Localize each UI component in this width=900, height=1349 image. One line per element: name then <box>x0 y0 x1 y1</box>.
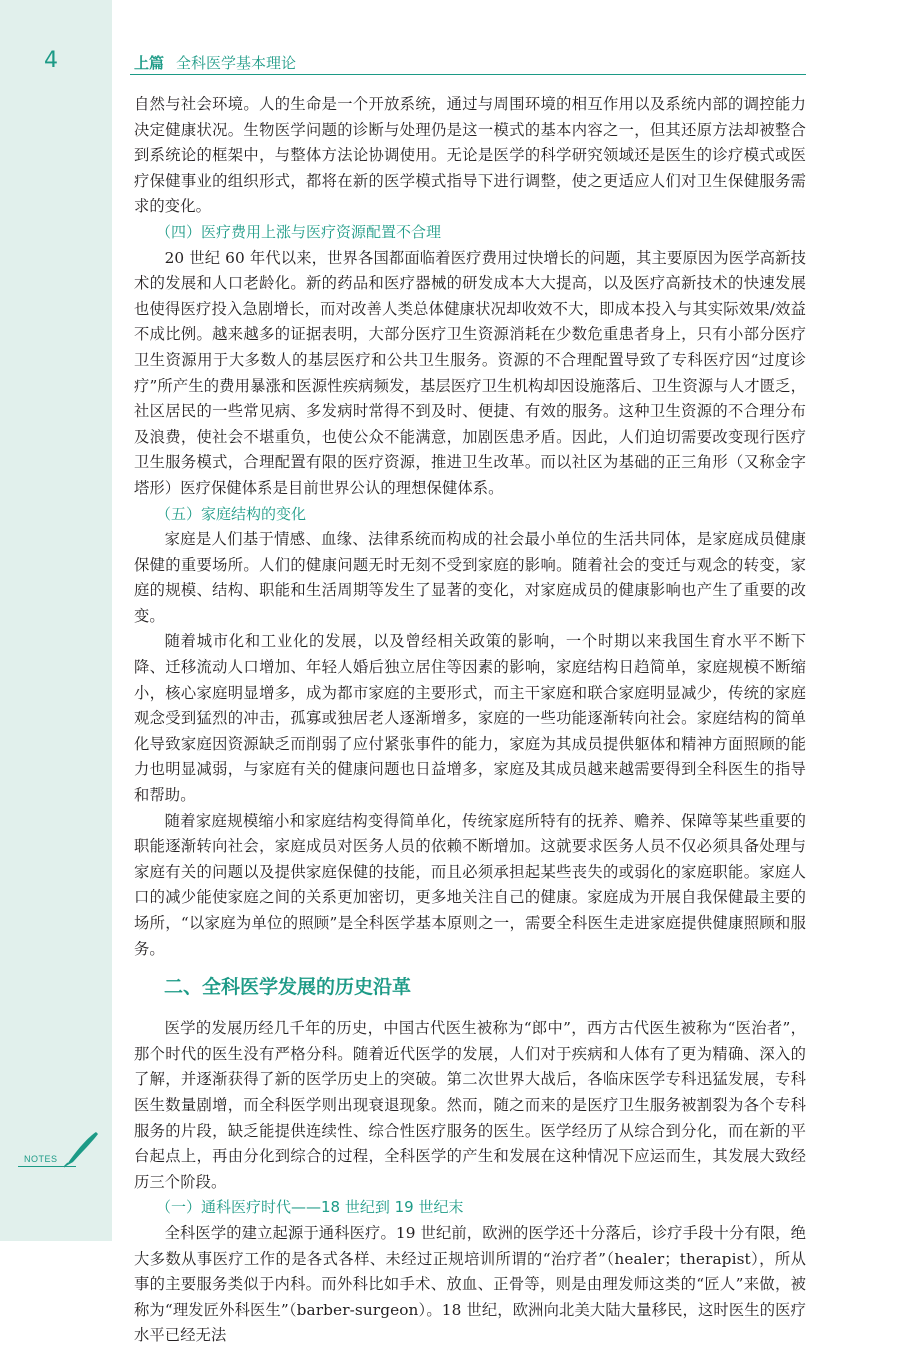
section-heading-history: 二、全科医学发展的历史沿革 <box>164 976 412 999</box>
subheading-general-practice-era: （一）通科医疗时代——18 世纪到 19 世纪末 <box>156 1198 464 1217</box>
page-number: 4 <box>44 48 58 73</box>
part-label: 上篇 <box>134 54 165 72</box>
paragraph-medical-costs: 20 世纪 60 年代以来，世界各国都面临着医疗费用过快增长的问题，其主要原因为医学高新技术的发展和人口老龄化。新的药品和医疗器械的研发成本大大提高，以及医疗高新技术的快速发展也使得医疗投入急剧增长，而对改善人类总体健康状况却收效不大，即成本投入与其实际效果/效益不成比例。越来越多的证据表明，大部分医疗卫生资源消耗在少数危重患者身上，只有小部分医疗卫生资源用于大多数人的基层医疗和公共卫生服务。资源的不合理配置导致了专科医疗因“过度诊疗”所产生的费用暴涨和医源性疾病频发，基层医疗卫生机构却因设施落后、卫生资源与人才匮乏，社区居民的一些常见病、多发病时常得不到及时、便捷、有效的服务。这种卫生资源的不合理分布及浪费，使社会不堪重负，也使公众不能满意，加剧医患矛盾。因此，人们迫切需要改变现行医疗卫生服务模式，合理配置有限的医疗资源，推进卫生改革。而以社区为基础的正三角形（又称金字塔形）医疗保健体系是目前世界公认的理想保健体系。 <box>134 248 806 497</box>
running-header <box>134 52 296 73</box>
paragraph-general-practice-origin: 全科医学的建立起源于通科医疗。19 世纪前，欧洲的医学还十分落后，诊疗手段十分有限，绝大多数从事医疗工作的是各式各样、未经过正规培训所谓的“治疗者”（healer；therapist），所从事的主要服务类似于内科。而外科比如手术、放血、正骨等，则是由理发师这类的“匠人”来做，被称为“理发匠外科医生”（barber-surgeon）。18 世纪，欧洲向北美大陆大量移民，这时医生的医疗水平已经无法 <box>134 1223 806 1345</box>
paragraph-family-definition: 家庭是人们基于情感、血缘、法律系统而构成的社会最小单位的生活共同体，是家庭成员健康保健的重要场所。人们的健康问题无时无刻不受到家庭的影响。随着社会的变迁与观念的转变，家庭的规模、结构、职能和生活周期等发生了显著的变化，对家庭成员的健康影响也产生了重要的改变。 <box>134 530 806 625</box>
paragraph-urbanization: 随着城市化和工业化的发展，以及曾经相关政策的影响，一个时期以来我国生育水平不断下降、迁移流动人口增加、年轻人婚后独立居住等因素的影响，家庭结构日趋简单，家庭规模不断缩小，核心家庭明显增多，成为都市家庭的主要形式，而主干家庭和联合家庭明显减少，传统的家庭观念受到猛烈的冲击，孤寡或独居老人逐渐增多，家庭的一些功能逐渐转向社会。家庭结构的简单化导致家庭因资源缺乏而削弱了应付紧张事件的能力，家庭为其成员提供躯体和精神方面照顾的能力也明显减弱，与家庭有关的健康问题也日益增多，家庭及其成员越来越需要得到全科医生的指导和帮助。 <box>134 632 806 805</box>
subheading-family-structure: （五）家庭结构的变化 <box>156 504 307 523</box>
notes-label: NOTES <box>24 1154 58 1164</box>
paragraph-history-overview: 医学的发展历经几千年的历史，中国古代医生被称为“郎中”，西方古代医生被称为“医治者”，那个时代的医生没有严格分科。随着近代医学的发展，人们对于疾病和人体有了更为精确、深入的了解，并逐渐获得了新的医学历史上的突破。第二次世界大战后，各临床医学专科迅猛发展，专科医生数量剧增，而全科医学则出现衰退现象。然而，随之而来的是医疗卫生服务被割裂为各个专科服务的片段，缺乏能提供连续性、综合性医疗服务的医生。医学经历了从综合到分化，而在新的平台起点上，再由分化到综合的过程，全科医学的产生和发展在这种情况下应运而生，其发展大致经历三个阶段。 <box>134 1019 806 1191</box>
book-title: 全科医学基本理论 <box>176 54 297 72</box>
notes-marker <box>18 1130 98 1170</box>
pen-icon <box>60 1130 100 1168</box>
header-rule <box>130 74 806 75</box>
subheading-medical-costs: （四）医疗费用上涨与医疗资源配置不合理 <box>156 222 442 241</box>
page-body <box>134 92 806 1349</box>
notes-margin <box>0 0 112 1241</box>
paragraph-family-functions: 随着家庭规模缩小和家庭结构变得简单化，传统家庭所特有的抚养、赡养、保障等某些重要的职能逐渐转向社会，家庭成员对医务人员的依赖不断增加。这就要求医务人员不仅必须具备处理与家庭有关的问题以及提供家庭保健的技能，而且必须承担起某些丧失的或弱化的家庭职能。家庭人口的减少能使家庭之间的关系更加密切，更多地关注自己的健康。家庭成为开展自我保健最主要的场所，“以家庭为单位的照顾”是全科医学基本原则之一，需要全科医生走进家庭提供健康照顾和服务。 <box>134 811 806 958</box>
paragraph-medical-model: 自然与社会环境。人的生命是一个开放系统，通过与周围环境的相互作用以及系统内部的调控能力决定健康状况。生物医学问题的诊断与处理仍是这一模式的基本内容之一，但其还原方法却被整合到系统论的框架中，与整体方法论协调使用。无论是医学的科学研究领域还是医生的诊疗模式或医疗保健事业的组织形式，都将在新的医学模式指导下进行调整，使之更适应人们对卫生保健服务需求的变化。 <box>134 95 806 216</box>
